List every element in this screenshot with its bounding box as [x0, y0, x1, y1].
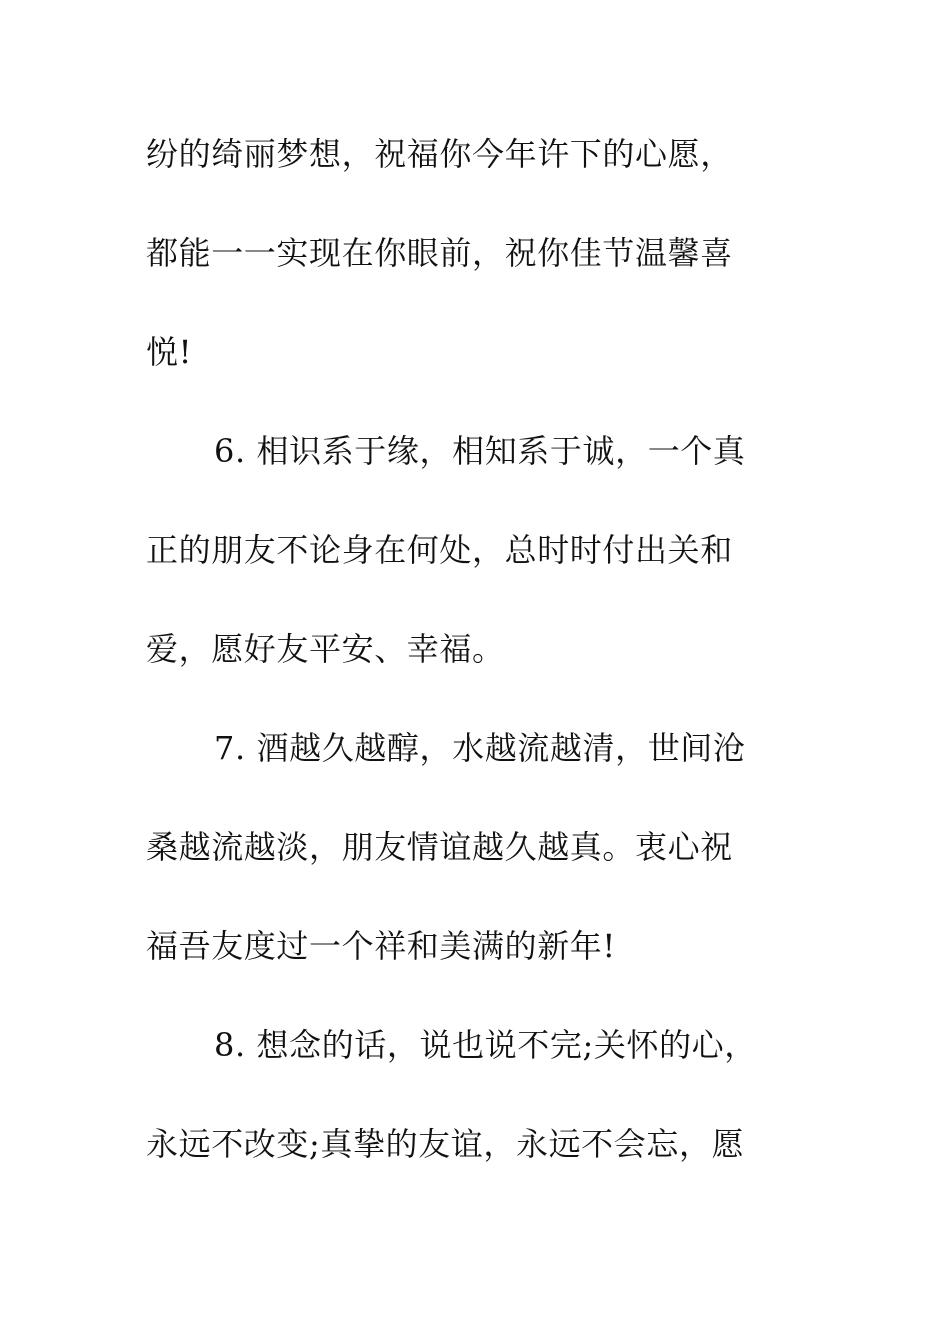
text-line: 正的朋友不论身在何处，总时时付出关和 [146, 531, 733, 569]
text-line: 悦! [146, 333, 193, 371]
text-line: 福吾友度过一个祥和美满的新年! [146, 927, 616, 965]
text-line: 桑越流越淡，朋友情谊越久越真。衷心祝 [146, 828, 733, 866]
text-line: 纷的绮丽梦想，祝福你今年许下的心愿， [146, 135, 733, 173]
text-line: 爱，愿好友平安、幸福。 [146, 630, 505, 668]
list-item-7-first-line: 7. 酒越久越醇，水越流越清，世间沧 [214, 729, 746, 767]
list-item-6-first-line: 6. 相识系于缘，相知系于诚，一个真 [214, 432, 746, 470]
list-item-8-first-line: 8. 想念的话，说也说不完;关怀的心， [214, 1026, 757, 1064]
text-line: 都能一一实现在你眼前，祝你佳节温馨喜 [146, 234, 733, 272]
text-line: 永远不改变;真挚的友谊，永远不会忘，愿 [146, 1125, 745, 1163]
